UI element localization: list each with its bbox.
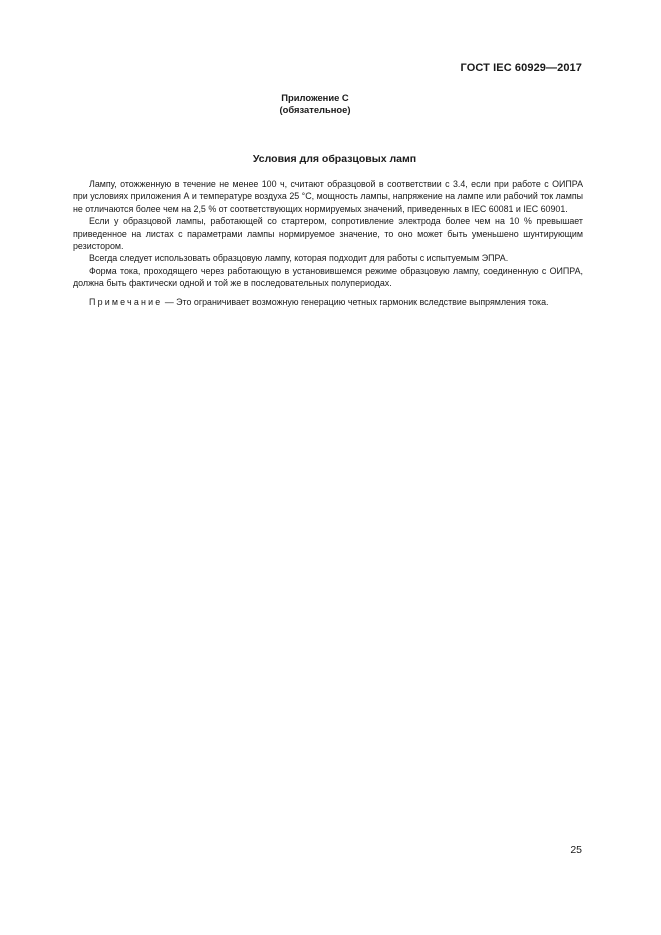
paragraph-use-reference-lamp: Всегда следует использовать образцовую лампу, которая подходит для работы с испытуемым ЭПРА. [89, 253, 509, 264]
page-number: 25 [570, 844, 582, 856]
document-code: ГОСТ IEC 60929—2017 [460, 62, 582, 74]
section-title [0, 153, 661, 165]
paragraph-reference-lamp: Лампу, отожженную в течение не менее 100 ч, считают образцовой в соответствии с 3.4, если при работе с ОИПРА при условиях приложения А и температуре воздуха 25 °С, мощность лампы, напряжение на лампе или рабочий ток лампы не отличаются более чем на 2,5 % от соответствующих нормируемых значений, приведенных в IEC 60081 и IEC 60901. [73, 179, 583, 214]
note [73, 296, 583, 308]
body-text [73, 178, 583, 308]
annex-status: (обязательное) [279, 104, 351, 115]
paragraph-electrode-resistance: Если у образцовой лампы, работающей со стартером, сопротивление электрода более чем на 10 % превышает приведенное на листах с параметрами лампы нормируемое значение, то оно может быть уменьшено шунтирующим резистором. [73, 216, 583, 252]
note-label: Примечание [89, 296, 163, 307]
paragraph-current-waveform: Форма тока, проходящего через работающую в установившемся режиме образцовую лампу, соединенную с ОИПРА, должна быть фактически одной и той же в последовательных полупериодах. [73, 265, 583, 289]
section-title-text: Условия для образцовых ламп [252, 153, 417, 165]
annex-title: Приложение С [281, 92, 349, 103]
note-text: — Это ограничивает возможную генерацию четных гармоник вследствие выпрямления тока. [162, 296, 549, 307]
annex-heading [0, 92, 661, 116]
